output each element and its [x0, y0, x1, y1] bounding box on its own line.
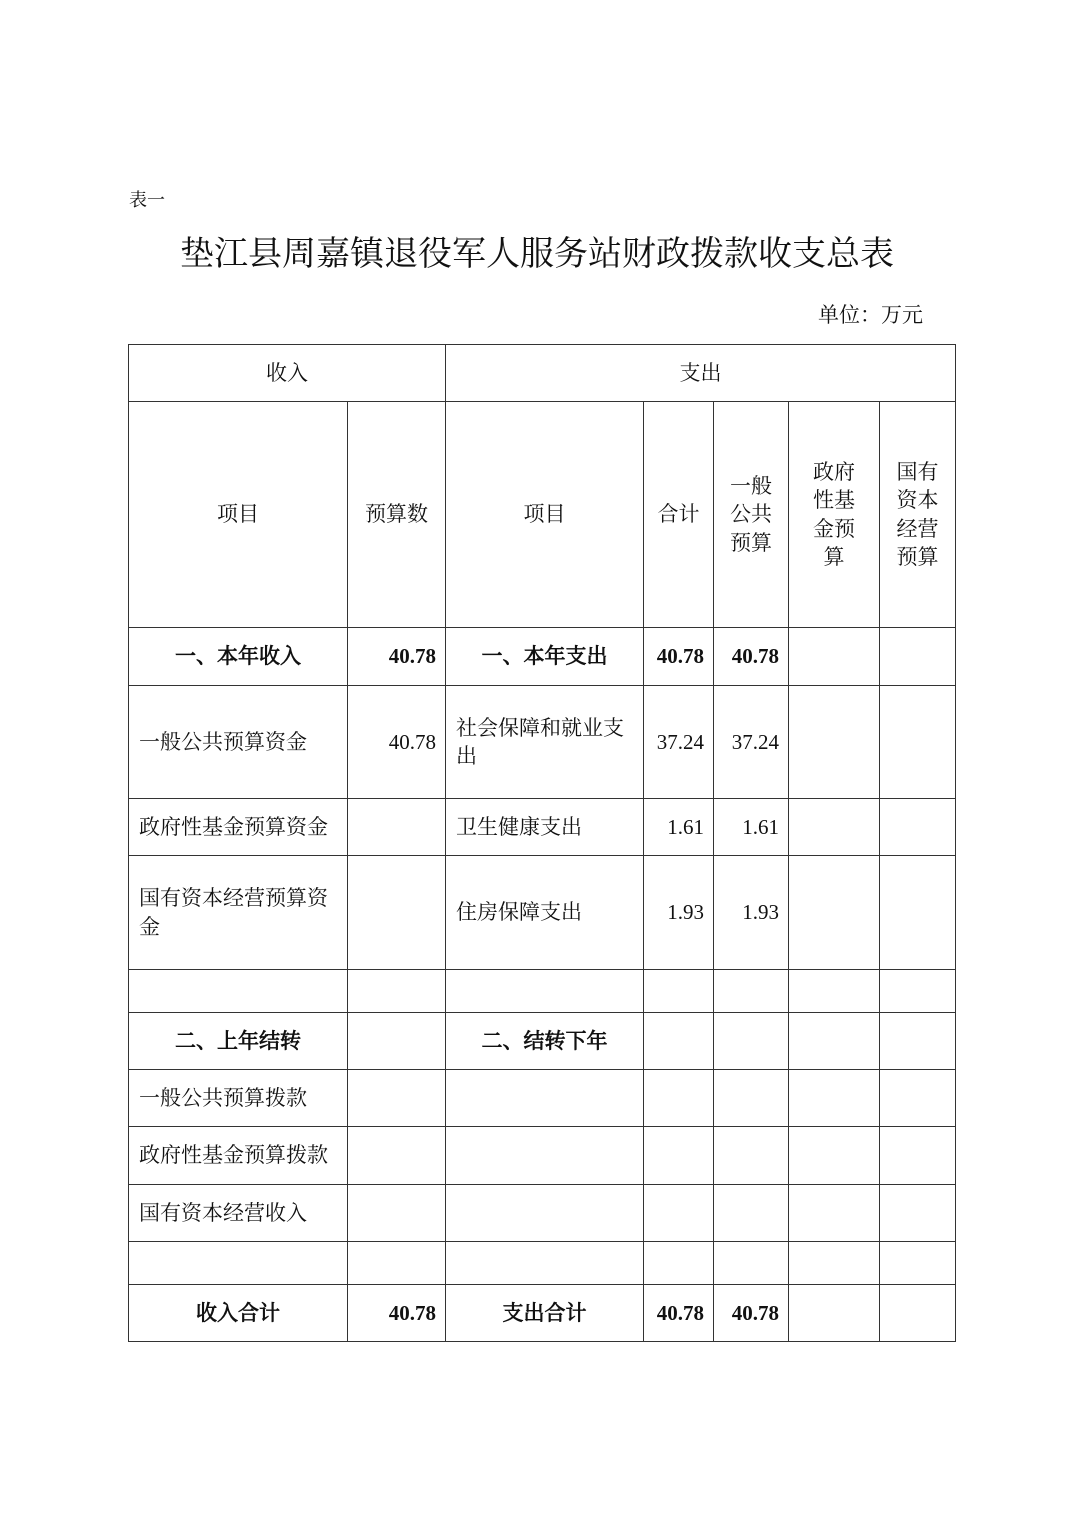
col-income-item: 项目 — [129, 402, 348, 628]
expense-item-cell: 卫生健康支出 — [446, 799, 644, 856]
fund-cell — [789, 1127, 880, 1185]
total-cell — [644, 1127, 714, 1185]
income-item-cell: 一般公共预算拨款 — [129, 1070, 348, 1127]
income-item-cell: 国有资本经营收入 — [129, 1185, 348, 1242]
income-amount-cell — [348, 1070, 446, 1127]
general-cell — [714, 1013, 789, 1070]
expense-header: 支出 — [446, 345, 956, 402]
totals-row — [129, 1285, 956, 1342]
fund-cell — [789, 1242, 880, 1285]
fund-cell — [789, 1070, 880, 1127]
income-item-cell — [129, 970, 348, 1013]
general-cell: 40.78 — [714, 628, 789, 686]
table-row — [129, 1185, 956, 1242]
total-cell — [644, 970, 714, 1013]
expense-item-cell: 二、结转下年 — [446, 1013, 644, 1070]
expense-item-cell — [446, 1242, 644, 1285]
general-cell — [714, 1127, 789, 1185]
general-cell — [714, 1242, 789, 1285]
fund-cell — [789, 970, 880, 1013]
capital-cell — [880, 628, 956, 686]
fund-cell — [789, 628, 880, 686]
col-general-budget: 一般公共预算 — [714, 402, 789, 628]
income-item-cell: 国有资本经营预算资金 — [129, 856, 348, 970]
capital-cell — [880, 1242, 956, 1285]
table-row — [129, 1242, 956, 1285]
income-item-cell: 二、上年结转 — [129, 1013, 348, 1070]
expense-total-label: 支出合计 — [446, 1285, 644, 1342]
col-expense-item: 项目 — [446, 402, 644, 628]
income-amount-cell — [348, 856, 446, 970]
total-cell — [644, 1013, 714, 1070]
income-amount-cell: 40.78 — [348, 628, 446, 686]
table-row — [129, 686, 956, 799]
general-cell: 37.24 — [714, 686, 789, 799]
income-amount-cell — [348, 799, 446, 856]
income-amount-cell: 40.78 — [348, 686, 446, 799]
col-gov-fund-budget: 政府性基金预算 — [789, 402, 880, 628]
general-cell: 1.61 — [714, 799, 789, 856]
header-row-columns — [129, 402, 956, 628]
total-cell: 1.93 — [644, 856, 714, 970]
budget-table — [128, 344, 956, 1342]
table-row — [129, 799, 956, 856]
income-amount-cell — [348, 970, 446, 1013]
expense-item-cell — [446, 1185, 644, 1242]
income-item-cell: 政府性基金预算拨款 — [129, 1127, 348, 1185]
unit-label: 单位：万元 — [818, 303, 923, 327]
fund-cell — [789, 686, 880, 799]
income-item-cell: 一般公共预算资金 — [129, 686, 348, 799]
fund-total-amount — [789, 1285, 880, 1342]
capital-cell — [880, 970, 956, 1013]
general-cell — [714, 970, 789, 1013]
total-cell: 1.61 — [644, 799, 714, 856]
table-number: 表一 — [129, 190, 165, 211]
expense-item-cell — [446, 1127, 644, 1185]
income-amount-cell — [348, 1127, 446, 1185]
general-cell — [714, 1185, 789, 1242]
income-amount-cell — [348, 1185, 446, 1242]
income-item-cell: 政府性基金预算资金 — [129, 799, 348, 856]
col-state-capital-budget: 国有资本经营预算 — [880, 402, 956, 628]
expense-total-amount: 40.78 — [644, 1285, 714, 1342]
table-row — [129, 970, 956, 1013]
capital-cell — [880, 1185, 956, 1242]
income-header: 收入 — [129, 345, 446, 402]
expense-item-cell — [446, 970, 644, 1013]
capital-cell — [880, 799, 956, 856]
capital-total-amount — [880, 1285, 956, 1342]
capital-cell — [880, 1070, 956, 1127]
table-row — [129, 1070, 956, 1127]
income-total-label: 收入合计 — [129, 1285, 348, 1342]
table-row — [129, 856, 956, 970]
total-cell: 40.78 — [644, 628, 714, 686]
capital-cell — [880, 1013, 956, 1070]
general-cell: 1.93 — [714, 856, 789, 970]
fund-cell — [789, 856, 880, 970]
total-cell — [644, 1242, 714, 1285]
fund-cell — [789, 1185, 880, 1242]
table-row — [129, 1127, 956, 1185]
income-amount-cell — [348, 1013, 446, 1070]
document-title: 垫江县周嘉镇退役军人服务站财政拨款收支总表 — [180, 234, 894, 274]
capital-cell — [880, 1127, 956, 1185]
table-row — [129, 628, 956, 686]
table-row — [129, 1013, 956, 1070]
income-item-cell — [129, 1242, 348, 1285]
col-income-budget: 预算数 — [348, 402, 446, 628]
total-cell — [644, 1185, 714, 1242]
expense-item-cell: 社会保障和就业支出 — [446, 686, 644, 799]
income-item-cell: 一、本年收入 — [129, 628, 348, 686]
expense-item-cell: 住房保障支出 — [446, 856, 644, 970]
header-row-top — [129, 345, 956, 402]
fund-cell — [789, 1013, 880, 1070]
expense-item-cell — [446, 1070, 644, 1127]
general-total-amount: 40.78 — [714, 1285, 789, 1342]
total-cell — [644, 1070, 714, 1127]
total-cell: 37.24 — [644, 686, 714, 799]
expense-item-cell: 一、本年支出 — [446, 628, 644, 686]
income-total-amount: 40.78 — [348, 1285, 446, 1342]
general-cell — [714, 1070, 789, 1127]
fund-cell — [789, 799, 880, 856]
income-amount-cell — [348, 1242, 446, 1285]
col-total: 合计 — [644, 402, 714, 628]
capital-cell — [880, 686, 956, 799]
capital-cell — [880, 856, 956, 970]
